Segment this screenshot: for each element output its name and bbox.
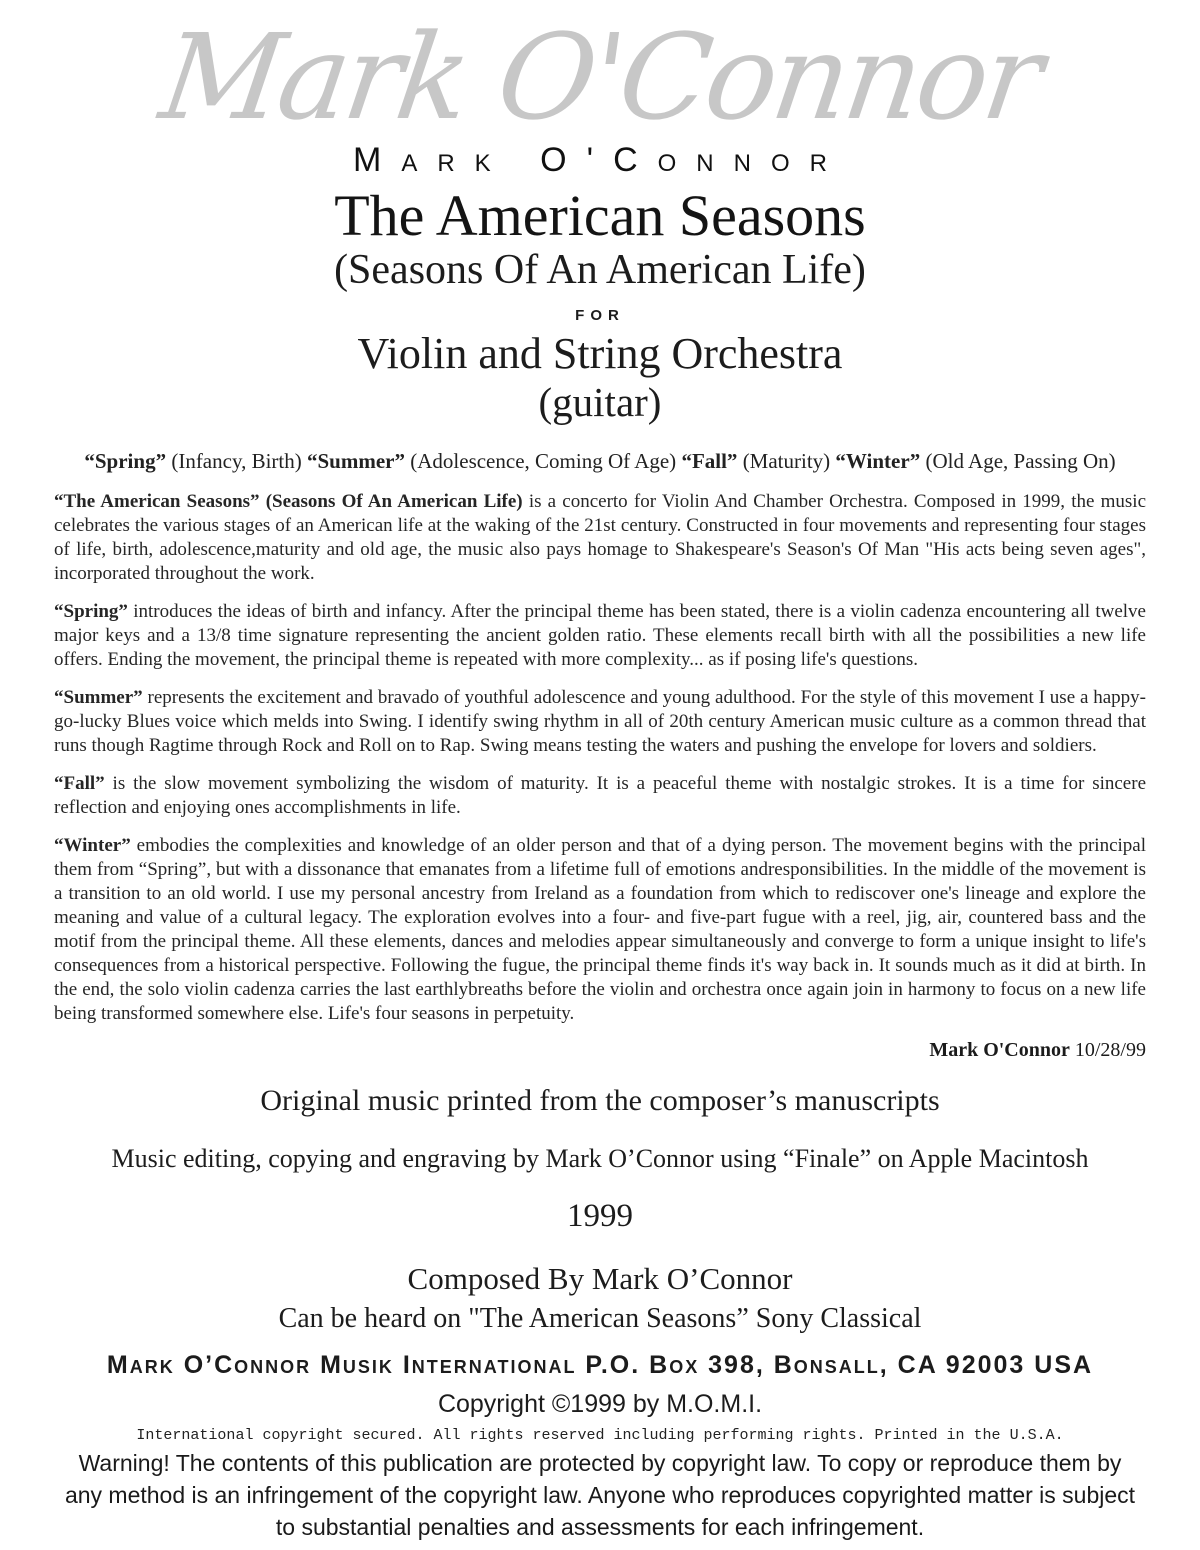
credit-year: 1999	[567, 1198, 633, 1235]
paragraph-spring	[54, 600, 1146, 672]
signature-script: Mark O'Connor	[153, 8, 1047, 146]
winter-label: “Winter”	[835, 449, 921, 474]
paragraph-overview-lead: “The American Seasons” (Seasons Of An American Life)	[54, 491, 523, 513]
credit-publisher: Mark O’Connor Musik International P.O. Box 398, Bonsall, CA 92003 USA	[106, 1351, 1094, 1380]
signoff-date: 10/28/99	[1069, 1039, 1146, 1062]
paragraph-fall-lead: “Fall”	[54, 773, 105, 795]
program-notes	[54, 490, 1146, 1062]
credit-composed: Composed By Mark O’Connor	[407, 1261, 793, 1297]
instrumentation: Violin and String Orchestra	[357, 329, 843, 379]
paragraph-winter-lead: “Winter”	[54, 835, 131, 857]
paragraph-overview	[54, 490, 1146, 586]
credit-heard-on: Can be heard on "The American Seasons” Sony Classical	[278, 1303, 922, 1335]
credit-editing: Music editing, copying and engraving by Mark O’Connor using “Finale” on Apple Macintosh	[111, 1144, 1089, 1174]
paragraph-fall-body: is the slow movement symbolizing the wisdom of maturity. It is a peaceful theme with nostalgic strokes. It is a time for sincere reflection and enjoying ones accomplishments in life.	[54, 773, 1146, 819]
work-title: The American Seasons	[334, 183, 866, 248]
paragraph-fall	[54, 772, 1146, 820]
paragraph-spring-body: introduces the ideas of birth and infancy. After the principal theme has been stated, there is a violin cadenza encountering all twelve major keys and a 13/8 time signature representing the ancient golden ratio. These elements recall birth with all the possibilities a new life offers. Ending the movement, the principal theme is repeated with more complexity... as if posing life's questions.	[54, 601, 1146, 671]
header	[0, 8, 1200, 186]
signoff	[54, 1038, 1146, 1062]
paragraph-winter	[54, 834, 1146, 1026]
seasons-legend	[0, 449, 1200, 474]
summer-label: “Summer”	[307, 449, 405, 474]
fall-desc: (Maturity)	[737, 449, 836, 474]
credit-rights: International copyright secured. All rights reserved including performing rights. Printed in the U.S.A.	[136, 1427, 1064, 1445]
winter-desc: (Old Age, Passing On)	[920, 449, 1116, 474]
paragraph-summer-body: represents the excitement and bravado of youthful adolescence and young adulthood. For the style of this movement I use a happy-go-lucky Blues voice which melds into Swing. I identify swing rhythm in all of 20th century American music culture as a common thread that runs though Ragtime through Rock and Roll on to Rap. Swing means testing the waters and pushing the envelope for lovers and soldiers.	[54, 687, 1146, 757]
credit-copyright: Copyright ©1999 by M.O.M.I.	[437, 1390, 763, 1419]
spring-label: “Spring”	[84, 449, 167, 474]
spring-desc: (Infancy, Birth)	[166, 449, 307, 474]
paragraph-spring-lead: “Spring”	[54, 601, 128, 623]
artist-name: Mark O'Connor	[353, 141, 847, 179]
fall-label: “Fall”	[681, 449, 738, 474]
paragraph-overview-body: is a concerto for Violin And Chamber Orchestra. Composed in 1999, the music celebrates the various stages of an American life at the waking of the 21st century. Constructed in four movements and representing four stages of life, birth, adolescence,maturity and old age, the music also pays homage to Shakespeare's Season's Of Man "His acts being seven ages", incorporated throughout the work.	[54, 491, 1147, 585]
paragraph-summer-lead: “Summer”	[54, 687, 143, 709]
paragraph-winter-body: embodies the complexities and knowledge of an older person and that of a dying person. The movement begins with the principal them from “Spring”, but with a dissonance that emanates from a lifetime full of emotions andresponsibilities. In the middle of the movement is a transition to an old world. I use my personal ancestry from Ireland as a foundation from which to rediscover one's lineage and explore the meaning and value of a cultural legacy. The exploration evolves into a four- and five-part fugue with a reel, jig, air, countered bass and the motif from the principal theme. All these elements, dances and melodies appear simultaneously and converge to form a unique insight to life's consequences from a historical perspective. Following the fugue, the principal theme finds it's way back in. It sounds much as it did at birth. In the end, the solo violin cadenza carries the last earthlybreaths before the violin and orchestra once again join in harmony to focus on a new life being transformed somewhere else. Life's four seasons in perpetuity.	[54, 835, 1146, 1025]
credit-warning: Warning! The contents of this publication are protected by copyright law. To copy or reproduce them by any method is an infringement of the copyright law. Anyone who reproduces copyrighted matter is subject to substantial penalties and assessments for each infringement.	[64, 1450, 1136, 1540]
instrument-part: (guitar)	[538, 379, 662, 426]
credit-original: Original music printed from the composer’s manuscripts	[260, 1084, 940, 1118]
title-block	[0, 183, 1200, 426]
paragraph-summer	[54, 686, 1146, 758]
summer-desc: (Adolescence, Coming Of Age)	[405, 449, 682, 474]
for-label: FOR	[575, 307, 625, 325]
signoff-name: Mark O'Connor	[929, 1039, 1070, 1062]
work-subtitle: (Seasons Of An American Life)	[334, 247, 866, 294]
